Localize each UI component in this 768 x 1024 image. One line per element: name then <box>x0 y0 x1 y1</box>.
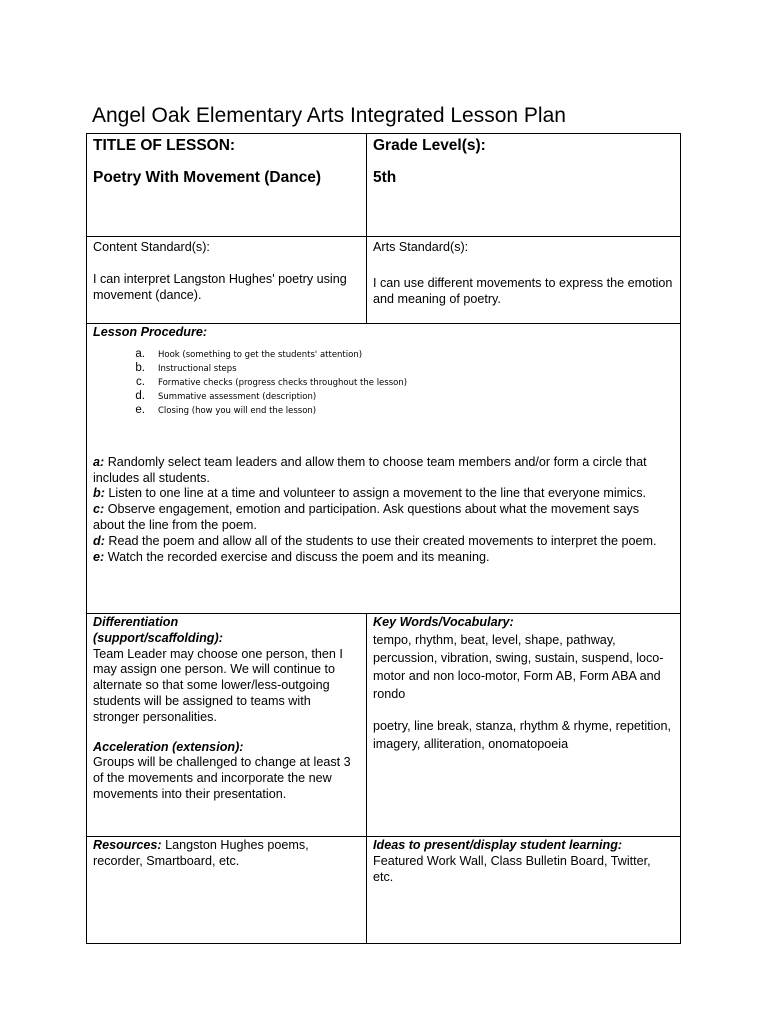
vocabulary-text-arts: tempo, rhythm, beat, level, shape, pathway, percussion, vibration, swing, sustain, suspend, loco-motor and non loco-motor, Form AB, Form ABA and rondo <box>373 632 664 701</box>
procedure-step <box>93 550 674 566</box>
differentiation-text: Team Leader may choose one person, then I may assign one person. We will continue to alternate so that some lower/less-outgoing students will be assigned to teams with stronger personalities. <box>93 646 343 724</box>
lesson-procedure-label: Lesson Procedure: <box>93 325 208 339</box>
procedure-outline-item <box>93 347 674 361</box>
grade-level-label: Grade Level(s): <box>373 137 486 154</box>
lesson-procedure-cell <box>87 324 681 614</box>
ideas-label: Ideas to present/display student learning: <box>373 838 623 852</box>
title-of-lesson-label: TITLE OF LESSON: <box>93 137 236 154</box>
procedure-step <box>93 455 674 487</box>
resources-ideas-row <box>87 837 681 944</box>
procedure-step <box>93 486 674 502</box>
differentiation-cell <box>87 614 367 837</box>
lesson-header-row <box>87 134 681 237</box>
procedure-step-key: c: <box>93 502 105 517</box>
procedure-outline-text: Instructional steps <box>158 363 237 374</box>
procedure-outline-letter: a. <box>135 347 145 360</box>
procedure-outline-text: Summative assessment (description) <box>158 391 317 402</box>
ideas-cell <box>367 837 681 944</box>
procedure-step-key: a: <box>93 454 105 469</box>
procedure-outline-letter: d. <box>135 389 145 402</box>
vocabulary-cell <box>367 614 681 837</box>
content-standard-label: Content Standard(s): <box>93 240 210 254</box>
procedure-step-key: e: <box>93 549 105 564</box>
differentiation-vocabulary-row <box>87 614 681 837</box>
procedure-outline-text: Hook (something to get the students' attention) <box>158 349 363 360</box>
procedure-step-text: Observe engagement, emotion and participation. Ask questions about what the movement says about the line from the poem. <box>93 502 640 532</box>
acceleration-label: Acceleration (extension): <box>93 739 244 754</box>
vocabulary-text-poetry: poetry, line break, stanza, rhythm & rhyme, repetition, imagery, alliteration, onomatopoeia <box>373 718 671 751</box>
lesson-plan-table <box>86 133 681 944</box>
procedure-step-text: Randomly select team leaders and allow them to choose team members and/or form a circle that includes all students. <box>93 454 647 485</box>
arts-standard-cell <box>367 237 681 324</box>
ideas-text: Featured Work Wall, Class Bulletin Board, Twitter, etc. <box>373 853 651 884</box>
procedure-outline-item <box>93 375 674 389</box>
differentiation-label: Differentiation (support/scaffolding): <box>93 615 223 645</box>
procedure-outline-item <box>93 361 674 375</box>
procedure-outline-item <box>93 403 674 417</box>
procedure-outline-letter: c. <box>136 375 145 388</box>
arts-standard-text: I can use different movements to express the emotion and meaning of poetry. <box>373 275 673 306</box>
resources-cell <box>87 837 367 944</box>
procedure-row <box>87 324 681 614</box>
resources-label: Resources: <box>93 838 162 852</box>
procedure-outline-text: Formative checks (progress checks throughout the lesson) <box>158 377 408 388</box>
procedure-steps <box>93 455 674 566</box>
grade-level-value: 5th <box>373 169 397 186</box>
procedure-step-text: Read the poem and allow all of the students to use their created movements to interpret the poem. <box>104 533 657 548</box>
procedure-step-key: b: <box>93 486 105 501</box>
content-standard-cell <box>87 237 367 324</box>
vocabulary-label: Key Words/Vocabulary: <box>373 615 514 629</box>
procedure-step-text: Watch the recorded exercise and discuss the poem and its meaning. <box>104 549 490 564</box>
procedure-step <box>93 502 674 534</box>
procedure-step <box>93 534 674 550</box>
content-standard-text: I can interpret Langston Hughes' poetry using movement (dance). <box>93 271 347 302</box>
procedure-step-key: d: <box>93 533 105 548</box>
acceleration-text: Groups will be challenged to change at least 3 of the movements and incorporate the new movements into their presentation. <box>93 755 351 801</box>
procedure-outline-letter: e. <box>135 403 145 416</box>
grade-level-cell <box>367 134 681 237</box>
page-title: Angel Oak Elementary Arts Integrated Lesson Plan <box>92 104 566 127</box>
procedure-step-text: Listen to one line at a time and volunteer to assign a movement to the line that everyone mimics. <box>104 486 647 501</box>
procedure-outline-text: Closing (how you will end the lesson) <box>158 405 317 416</box>
arts-standard-label: Arts Standard(s): <box>373 240 469 254</box>
procedure-outline-letter: b. <box>135 361 145 374</box>
resources-text: Langston Hughes poems, recorder, Smartboard, etc. <box>93 838 309 868</box>
standards-row <box>87 237 681 324</box>
lesson-title-value: Poetry With Movement (Dance) <box>93 169 322 186</box>
lesson-title-cell <box>87 134 367 237</box>
procedure-outline <box>93 347 674 417</box>
